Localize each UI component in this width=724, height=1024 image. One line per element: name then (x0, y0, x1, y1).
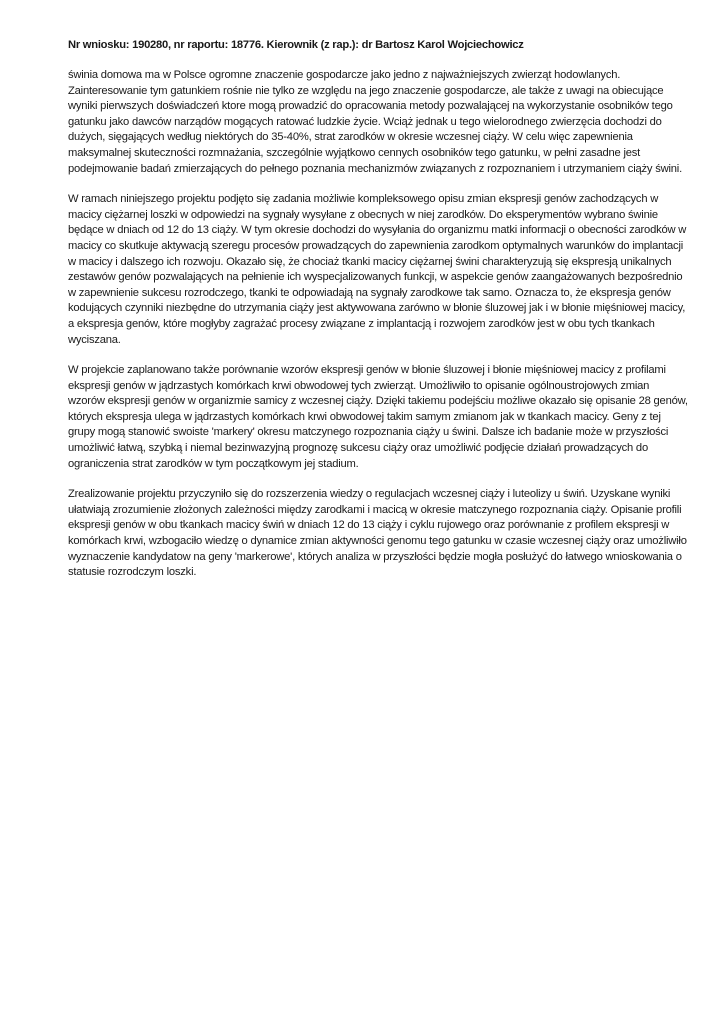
document-page (68, 36, 688, 596)
paragraph-project-scope: W ramach niniejszego projektu podjęto się zadania możliwie kompleksowego opisu zmian ekspresji genów zachodzących w macicy ciężarnej loszki w odpowiedzi na sygnały wysyłane z obecnych w niej zarodków. Do eksperymentów wybrano świnie będące w dniach od 12 do 13 ciąży. W tym okresie dochodzi do wysyłania do organizmu matki informacji o obecności zarodków w macicy co skutkuje aktywacją szeregu procesów prowadzących do zapewnienia zarodkom optymalnych warunków do implantacji w macicy i dalszego ich rozwoju. Okazało się, że chociaż tkanki macicy ciężarnej świni charakteryzują się ekspresją unikalnych zestawów genów pozwalających na pełnienie ich wyspecjalizowanych funkcji, w aspekcie genów zaangażowanych bezpośrednio w zapewnienie sukcesu rozrodczego, tkanki te odpowiadają na sygnały zarodkowe tak samo. Oznacza to, że ekspresja genów kodujących czynniki niezbędne do utrzymania ciąży jest aktywowana zarówno w błonie śluzowej jak i w błonie mięśniowej macicy, a ekspresja genów, które mogłyby zagrażać procesy związane z implantacją i rozwojem zarodków jest w obu tych tkankach wyciszana. (68, 193, 687, 346)
paragraph-conclusions: Zrealizowanie projektu przyczyniło się do rozszerzenia wiedzy o regulacjach wczesnej ciąży i luteolizy u świń. Uzyskane wyniki ułatwiają zrozumienie złożonych zależności między zarodkami i macicą w okresie matczynego rozpoznania ciąży. Opisanie profili ekspresji genów w obu tkankach macicy świń w dniach 12 do 13 ciąży i cyklu rujowego oraz porównanie z profilem ekspresji w komórkach krwi, wzbogaciło wiedzę o dynamice zmian aktywności genomu tego gatunku w czasie wczesnej ciąży oraz umożliwiło wyznaczenie kandydatow na geny 'markerowe', których analiza w przyszłości będzie mogła posłużyć do łatwego wnioskowania o statusie rozrodczym loszki. (68, 488, 687, 579)
paragraph-intro: świnia domowa ma w Polsce ogromne znaczenie gospodarcze jako jedno z najważniejszych zwierząt hodowlanych. Zainteresowanie tym gatunkiem rośnie nie tylko ze względu na jego znaczenie gospodarcze, ale także z uwagi na obiecujące wyniki pierwszych doświadczeń ktore mogą prowadzić do opracowania metody pozwalającej na wykorzystanie osobników tego gatunku jako dawców narządów mogących ratować ludzkie życie. Wciąż jednak u tego wielorodnego zwierzęcia dochodzi do dużych, sięgających według niektórych do 35-40%, strat zarodków w okresie wczesnej ciąży. W celu więc zapewnienia maksymalnej skuteczności rozmnażania, szczególnie wyjątkowo cennych osobników tego gatunku, w pełni zasadne jest podejmowanie badań zmierzających do pełnego poznania mechanizmów związanych z rozpoznaniem i utrzymaniem ciąży świni. (68, 69, 682, 175)
report-header: Nr wniosku: 190280, nr raportu: 18776. Kierownik (z rap.): dr Bartosz Karol Wojciechowicz (68, 39, 524, 51)
paragraph-blood-markers: W projekcie zaplanowano także porównanie wzorów ekspresji genów w błonie śluzowej i błonie mięśniowej macicy z profilami ekspresji genów w jądrzastych komórkach krwi obwodowej tych zwierząt. Umożliwiło to opisanie ogólnoustrojowych zmian wzorów ekspresji genów w organizmie samicy z wczesnej ciąży. Dzięki takiemu podejściu możliwe okazało się opisanie 28 genów, których ekspresja ulega w jądrzastych komórkach krwi obwodowej takim samym zmianom jak w tkankach macicy. Geny z tej grupy mogą stanowić swoiste 'markery' okresu matczynego rozpoznania ciąży u świni. Dalsze ich badanie może w przyszłości umożliwić łatwą, szybką i niemal bezinwazyjną prognozę sukcesu ciąży oraz umożliwić podjęcie działań prowadzących do ograniczenia strat zarodków w tym początkowym jej stadium. (68, 364, 688, 470)
